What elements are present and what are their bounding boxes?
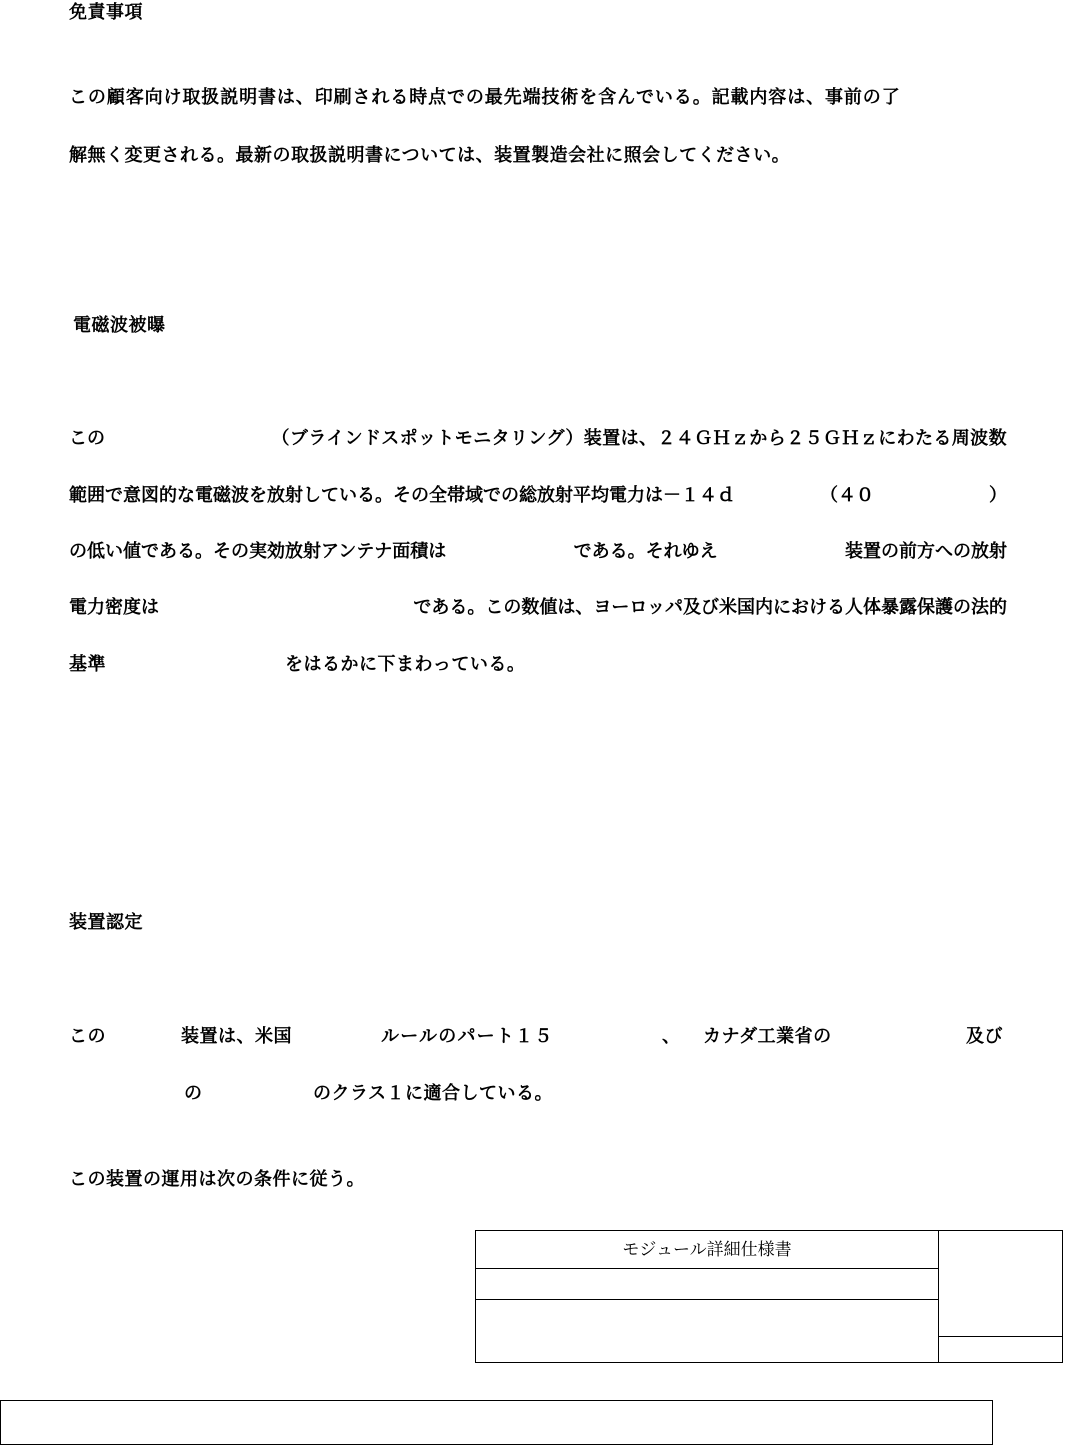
em-line-1-part-2: （ブラインドスポットモニタリング）装置は、２４ＧＨｚから２５ＧＨｚにわたる周波数 xyxy=(271,428,1007,449)
title-block-main xyxy=(476,1231,939,1362)
em-heading: 電磁波被曝 xyxy=(73,315,166,336)
em-line-5-part-1: 基準 xyxy=(69,654,106,675)
disclaimer-line-2: 解無く変更される。最新の取扱説明書については、装置製造会社に照会してください。 xyxy=(69,145,791,166)
cert-line-1-part-6: 及び xyxy=(966,1026,1003,1047)
disclaimer-heading: 免責事項 xyxy=(69,2,143,23)
em-line-3-part-2: である。それゆえ xyxy=(573,541,718,562)
em-line-4-part-2: である。この数値は、ヨーロッパ及び米国内における人体暴露保護の法的 xyxy=(413,597,1007,618)
em-line-4 xyxy=(69,597,1007,619)
cert-line-3: この装置の運用は次の条件に従う。 xyxy=(69,1169,365,1190)
title-block xyxy=(475,1230,1063,1363)
cert-line-1-part-5: カナダ工業省の xyxy=(703,1026,832,1047)
em-line-3 xyxy=(69,541,1007,563)
cert-line-2-part-1: の xyxy=(184,1083,203,1104)
disclaimer-line-1: この顧客向け取扱説明書は、印刷される時点での最先端技術を含んでいる。記載内容は、事前の了 xyxy=(69,87,901,108)
em-line-2-part-3: ） xyxy=(989,485,1007,506)
cert-line-2-part-2: のクラス１に適合している。 xyxy=(313,1083,553,1104)
em-line-1 xyxy=(69,428,1007,450)
em-line-5-part-2: をはるかに下まわっている。 xyxy=(285,654,526,675)
cert-line-1-part-2: 装置は、米国 xyxy=(181,1026,292,1047)
em-line-2-part-2: （４０ xyxy=(820,485,874,506)
footer-box xyxy=(0,1400,993,1445)
cert-line-1-part-3: ルールのパート１５ xyxy=(381,1026,554,1047)
em-line-1-part-1: この xyxy=(69,428,105,449)
em-line-3-part-3: 装置の前方への放射 xyxy=(845,541,1007,562)
document-title: モジュール詳細仕様書 xyxy=(476,1231,938,1269)
em-line-2-part-1: 範囲で意図的な電磁波を放射している。その全帯域での総放射平均電力は－１４ｄ xyxy=(69,485,735,506)
cert-line-1-part-1: この xyxy=(69,1026,106,1047)
em-line-2 xyxy=(69,485,1007,507)
cert-line-1-part-4: 、 xyxy=(662,1026,681,1047)
em-line-4-part-1: 電力密度は xyxy=(69,597,159,618)
cert-heading: 装置認定 xyxy=(69,912,143,933)
em-line-3-part-1: の低い値である。その実効放射アンテナ面積は xyxy=(69,541,447,562)
title-block-side-divider xyxy=(939,1336,1063,1337)
title-block-row-2 xyxy=(476,1269,938,1300)
